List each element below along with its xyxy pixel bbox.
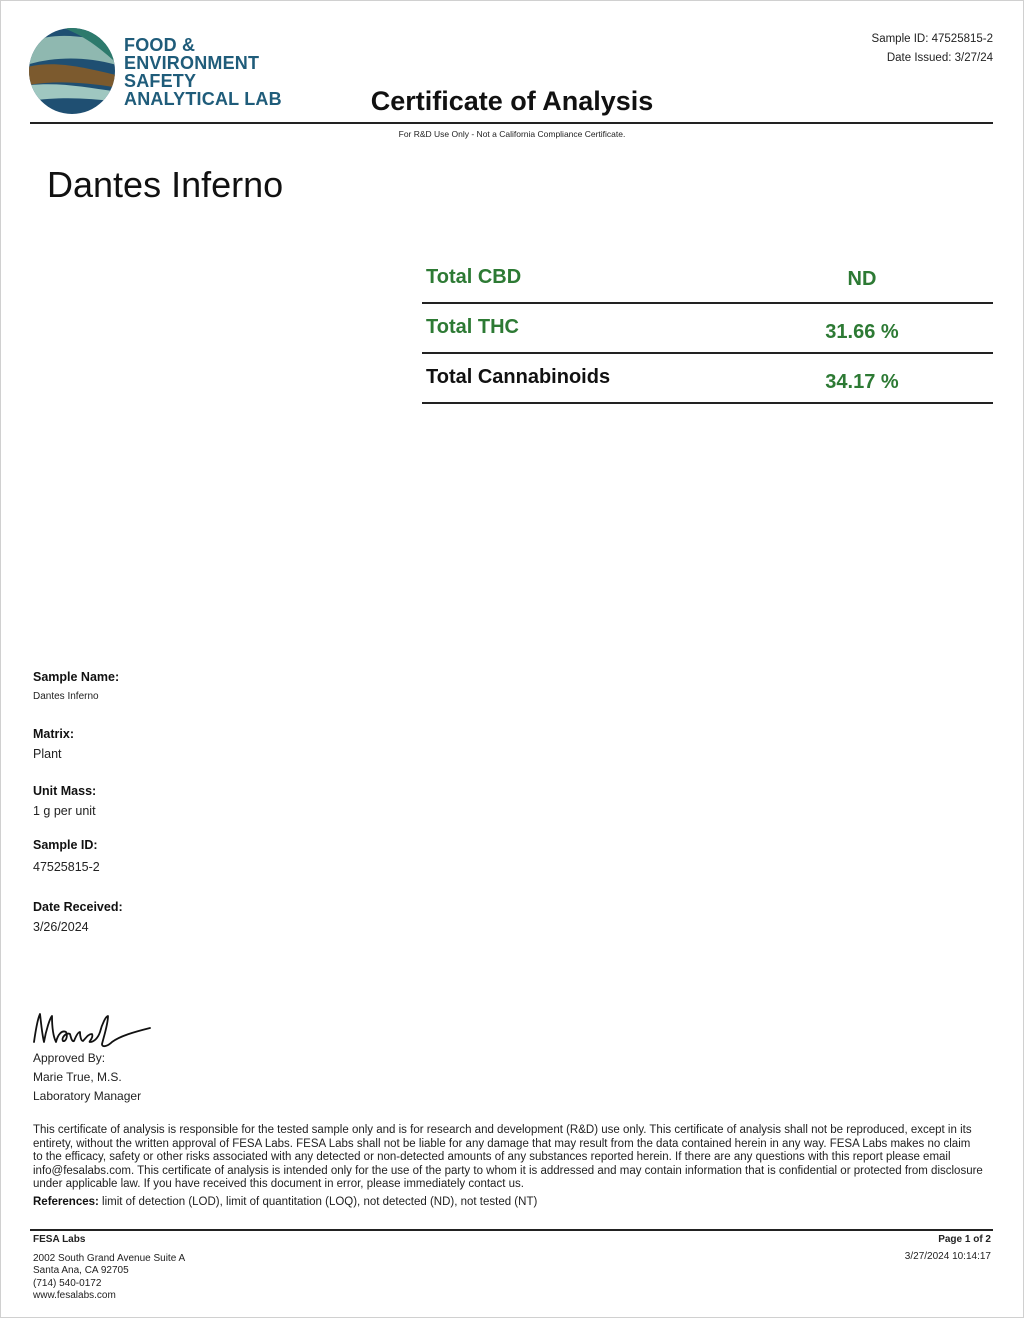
references-text: limit of detection (LOD), limit of quantitation (LOQ), not detected (ND), not tested (NT) bbox=[102, 1196, 538, 1208]
approval-block bbox=[33, 1049, 141, 1106]
summary-label: Total CBD bbox=[426, 266, 522, 288]
cannabinoid-summary bbox=[422, 256, 993, 406]
footer-address bbox=[33, 1234, 185, 1303]
signature-icon bbox=[30, 1008, 155, 1050]
field-value: Dantes Inferno bbox=[33, 691, 99, 702]
page-number: Page 1 of 2 bbox=[938, 1234, 991, 1245]
header-date-issued: Date Issued: 3/27/24 bbox=[886, 52, 993, 64]
field-sample-id bbox=[33, 838, 100, 874]
footer-address-line: 2002 South Grand Avenue Suite A bbox=[33, 1252, 186, 1264]
field-matrix bbox=[33, 727, 74, 761]
field-label: Unit Mass: bbox=[33, 784, 97, 798]
header-sample-id: Sample ID: 47525815-2 bbox=[871, 33, 993, 45]
field-label: Sample ID: bbox=[33, 838, 98, 852]
summary-value: 34.17 % bbox=[825, 371, 899, 393]
header-divider bbox=[30, 122, 993, 124]
footer-timestamp: 3/27/2024 10:14:17 bbox=[904, 1250, 991, 1262]
field-date-received bbox=[33, 900, 123, 934]
footer-phone: (714) 540-0172 bbox=[33, 1277, 102, 1289]
field-label: Sample Name: bbox=[33, 670, 120, 684]
footer-divider bbox=[30, 1229, 993, 1231]
references-label: References: bbox=[33, 1196, 99, 1208]
rd-disclaimer: For R&D Use Only - Not a California Compliance Certificate. bbox=[398, 129, 626, 139]
footer-address-line: Santa Ana, CA 92705 bbox=[33, 1265, 129, 1276]
legal-disclaimer: This certificate of analysis is responsible for the tested sample only and is for research and development (R&D) use only. This certificate of analysis shall not be reproduced, except in its entirety, without the written approval of FESA Labs. FESA Labs shall not be liable for any damage that may result from the data contained herein in any way. FESA Labs makes no claim to the efficacy, safety or other risks associated with any detected or non-detected amounts of any substances reported herein. If there are any questions with this report please email info@fesalabs.com. This certificate of analysis is intended only for the use of the party to whom it is addressed and may contain information that is confidential or protected from disclosure under applicable law. If you have received this document in error, please immediately contact us. bbox=[33, 1124, 983, 1190]
summary-row-total-cannabinoids bbox=[422, 356, 993, 404]
document-title: Certificate of Analysis bbox=[370, 86, 654, 116]
summary-value: 31.66 % bbox=[825, 321, 899, 343]
logo-line: SAFETY bbox=[124, 71, 197, 91]
product-name: Dantes Inferno bbox=[47, 164, 284, 205]
header-meta bbox=[872, 30, 993, 68]
logo-line: FOOD & bbox=[124, 35, 196, 55]
summary-label: Total Cannabinoids bbox=[426, 366, 611, 388]
summary-value: ND bbox=[847, 268, 877, 290]
approver-title: Laboratory Manager bbox=[33, 1089, 142, 1103]
field-value: Plant bbox=[33, 747, 62, 761]
logo-line: ENVIRONMENT bbox=[124, 53, 260, 73]
summary-row-total-cbd bbox=[422, 256, 993, 304]
field-unit-mass bbox=[33, 784, 96, 818]
references bbox=[33, 1196, 537, 1208]
logo-line: ANALYTICAL LAB bbox=[124, 89, 282, 109]
field-label: Date Received: bbox=[33, 900, 123, 914]
field-value: 1 g per unit bbox=[33, 804, 96, 818]
approver-name: Marie True, M.S. bbox=[33, 1070, 122, 1084]
summary-label: Total THC bbox=[426, 316, 519, 338]
footer-website: www.fesalabs.com bbox=[33, 1290, 116, 1301]
approved-by-label: Approved By: bbox=[33, 1051, 106, 1065]
summary-row-total-thc bbox=[422, 306, 993, 354]
footer-lab-name: FESA Labs bbox=[33, 1234, 86, 1245]
field-value: 47525815-2 bbox=[33, 860, 100, 874]
field-value: 3/26/2024 bbox=[33, 920, 89, 934]
field-label: Matrix: bbox=[33, 727, 74, 741]
field-sample-name bbox=[33, 670, 119, 702]
footer-page-info bbox=[905, 1234, 991, 1263]
